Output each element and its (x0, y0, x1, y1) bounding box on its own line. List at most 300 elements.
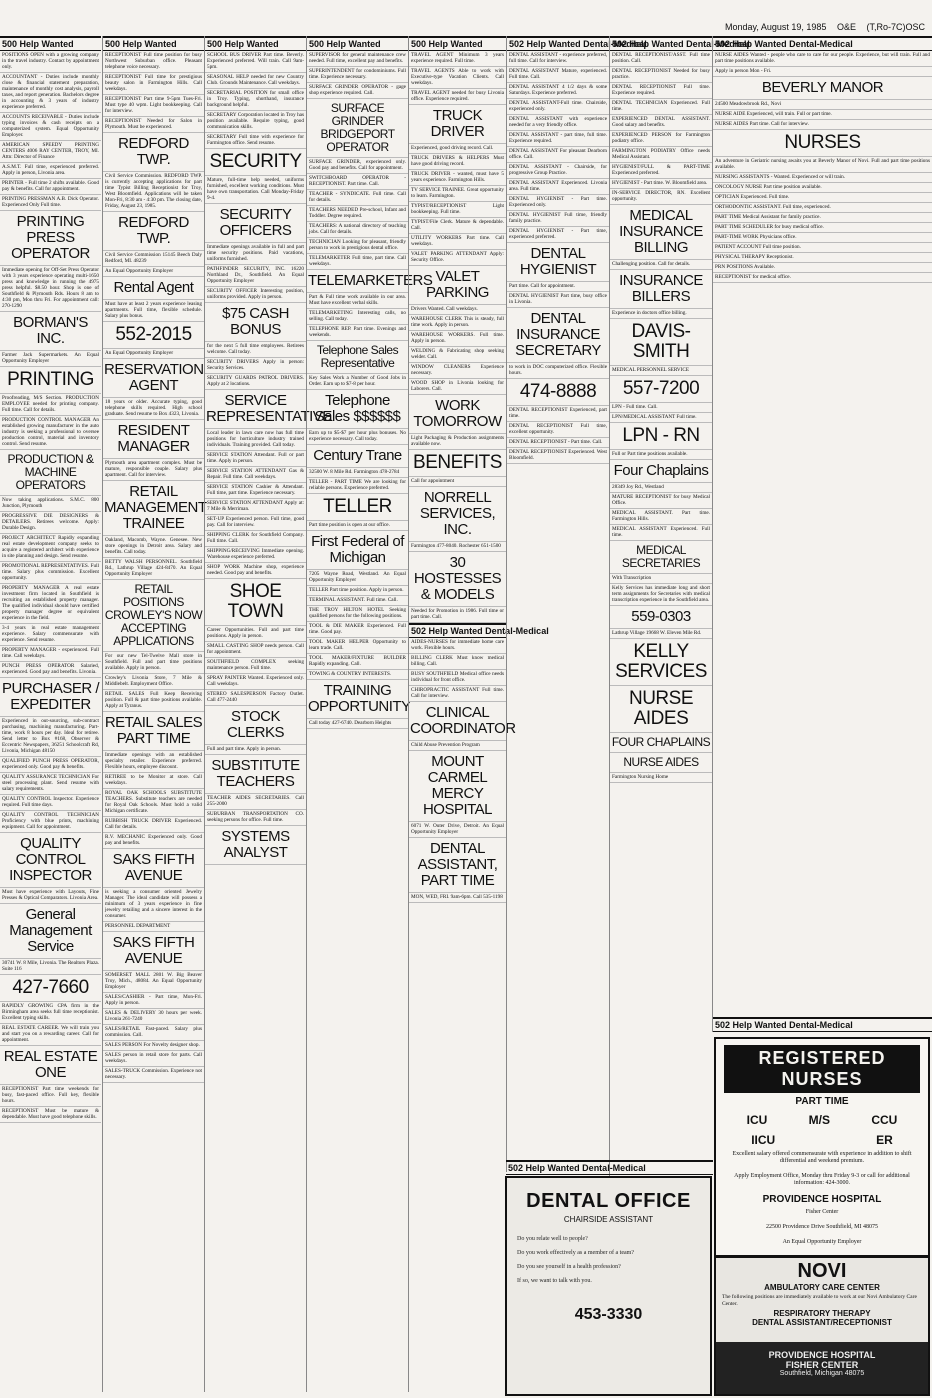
classified-ad: ACCOUNTS RECEIVABLE - Duties include typing invoices & cash receipts on a computerized system. Equal Opportunity Employer. (0, 113, 101, 141)
classified-ad: NURSE AIDE Experienced, will train. Full or part time. (713, 110, 932, 120)
display-ad-headline: RESIDENT MANAGER (103, 420, 204, 459)
classified-ad: SALES/CASHIER - Part time, Mon-Fri. Apply in person. (103, 993, 204, 1009)
classified-ad: DENTAL ASSISTANT Experienced. Livonia area. Full time. (507, 179, 609, 195)
classified-ad: RECEPTIONIST Must be mature & dependable. Must have good telephone skills. (0, 1107, 101, 1123)
classified-ad: STEREO SALESPERSON Factory Outlet. Call 477-2440 (205, 690, 306, 706)
classified-ad: SHOP WORK Machine shop, experience needed. Good pay and benefits. (205, 563, 306, 579)
display-ad-headline: NURSE AIDES (610, 686, 712, 733)
novi-footer-address: Southfield, Michigan 48075 (779, 1370, 865, 1377)
display-ad-headline: CLINICAL COORDINATOR (409, 702, 506, 741)
masthead-section: O&E (836, 22, 856, 32)
classified-ad: IN-SERVICE DIRECTOR, RN. Excellent opportunity. (610, 189, 712, 205)
classified-ad: SECURITY OFFICER Interesting position, uniforms provided. Apply in person. (205, 287, 306, 303)
display-ad-headline: PRINTING PRESS OPERATOR (0, 211, 101, 266)
classified-ad: Farmer Jack Supermarkets. An Equal Opportunity Employer (0, 351, 101, 367)
classified-ad: Crowley's Livonia Store, 7 Mile & Middlebelt. Employment Office. (103, 674, 204, 690)
classified-ad: AMERICAN SPEEDY PRINTING CENTERS 4006 RAY CENTER, TROY, MI. Attn: Director of Finance (0, 141, 101, 163)
rn-address: 22500 Providence Drive Southfield, MI 48075 (766, 1224, 878, 1230)
classified-ad: 6071 W. Outer Drive, Detroit. An Equal Opportunity Employer (409, 822, 506, 838)
classified-ad: For our new Tel-Twelve Mall store in Southfield. Full and part time positions available. Apply in person. (103, 652, 204, 674)
classified-ad: OPTICIAN Experienced. Full time. (713, 193, 932, 203)
classified-ad: SECRETARY Full time with experience for Farmington office. Send resume. (205, 133, 306, 149)
classified-ad: NURSE AIDES Wanted - people who care to care for our people. Experience, but will train. Full and part time positions available. (713, 51, 932, 67)
column-heading: 500 Help Wanted (409, 36, 506, 51)
classified-ad: LPN/MEDICAL ASSISTANT Full time. (610, 413, 712, 423)
classified-ad: TELEMARKETER Full time, part time. Call weekdays. (307, 254, 408, 270)
classified-ad: Light Packaging & Production assignments available now. (409, 434, 506, 450)
rn-hospital: PROVIDENCE HOSPITAL (762, 1194, 882, 1205)
classified-ad: Full and part time. Apply in person. (205, 745, 306, 755)
classified-ad: Plymouth area apartment complex. Must be mature, responsible couple. Salary plus apartment. Call for interview. (103, 459, 204, 481)
classified-ad: PRN POSITIONS Available. (713, 263, 932, 273)
classified-ad: SALES/RETAIL Fast-paced. Salary plus commission. Call. (103, 1025, 204, 1041)
classified-ad: Mature, full-time help needed, uniforms furnished, excellent working conditions. Must have own transportation. Call Monday-Friday 9-4. (205, 176, 306, 204)
classified-ad: SEASONAL HELP needed for new Country Club. Grounds Maintenance. Call weekdays. (205, 73, 306, 89)
dental-question: Do you see yourself in a health profession? (517, 1264, 621, 1270)
classified-ad: Oakland, Macomb, Wayne. Genesee. New store openings in Detroit area. Salary and benefits. Call today. (103, 536, 204, 558)
classified-ad: DENTAL ASSISTANT - Chairside, for progressive Group Practice. (507, 163, 609, 179)
classified-ad: WELDING & Fabricating shop seeking welder. Call. (409, 347, 506, 363)
classified-ad: TRUCK DRIVER - wanted, must have 5 years experience. Farmington Hills. (409, 170, 506, 186)
classified-ad: SCHOOL BUS DRIVER Part time. Beverly. Experienced preferred. Will train. Call 9am-5pm. (205, 51, 306, 73)
classified-ad: TELEPHONE REP. Part time. Evenings and weekends. (307, 325, 408, 341)
classified-ad: SHIPPING/RECEIVING Immediate opening. Warehouse experience preferred. (205, 547, 306, 563)
classified-ad: Kelly Services has immediate long and short term assignments for Secretaries with medical transcription experience in the Southfield area. (610, 584, 712, 606)
classified-ad: QUALITY CONTROL TECHNICIAN Proficiency with blue prints, machining equipment. Call for appointment. (0, 811, 101, 833)
novi-footer-hospital: PROVIDENCE HOSPITAL (768, 1350, 876, 1360)
classified-ad: BUSY SOUTHFIELD Medical office needs individual for front office. (409, 670, 506, 686)
classified-ad: LPN - Full time. Call. (610, 403, 712, 413)
dental-office-title: DENTAL OFFICE (526, 1190, 691, 1212)
display-ad-headline: INSURANCE BILLERS (610, 270, 712, 309)
classified-ad: 3-4 years in real estate management experience. Salary commensurate with experience. Send resume. (0, 624, 101, 646)
classified-ad: RAPIDLY GROWING CPA firm in the Birmingham area seeks full time receptionist. Excellent typing skills. (0, 1002, 101, 1024)
classified-ad: WOOD SHOP in Livonia looking for Laborers. Call. (409, 379, 506, 395)
classified-ad: Lathrup Village 19668 W. Eleven Mile Rd. (610, 629, 712, 639)
classified-ad: DENTAL ASSISTANT with experience needed for a very friendly office. (507, 115, 609, 131)
novi-text: The following positions are immediately available to work at our Novi Ambulatory Care Center. (722, 1294, 917, 1307)
display-ad-headline: WORK TOMORROW (409, 395, 506, 434)
classified-ad: Farmington Nursing Home (610, 773, 712, 783)
classified-ad: SERVICE STATION ATTENDANT Apply at: 7 Mile & Merriman. (205, 499, 306, 515)
classified-ad: TOOL & DIE MAKER Experienced. Full time. Good pay. (307, 622, 408, 638)
display-ad-headline: QUALITY CONTROL INSPECTOR (0, 833, 101, 888)
column-heading: 500 Help Wanted (0, 36, 101, 51)
masthead-date: Monday, August 19, 1985 (725, 22, 827, 32)
classified-ad: PROPERTY MANAGER A real estate investment firm located in Southfield is recruiting an established property manager. The qualified individual should have certified property manager degree or equivalent experience in the field. (0, 584, 101, 624)
dental-question: Do you relate well to people? (517, 1236, 588, 1242)
classified-ad: RETIREE to be Monitor at store. Call weekdays. (103, 773, 204, 789)
classified-ad: SECRETARIAL POSITION for small office in Troy. Typing, shorthand, insurance background helpful. (205, 89, 306, 111)
classified-ad: SWITCHBOARD OPERATOR - RECEPTIONIST. Part time. Call. (307, 174, 408, 190)
classified-ad: SALES-TRUCK Commission. Experience not necessary. (103, 1067, 204, 1083)
classified-ad: Challenging position. Call for details. (610, 260, 712, 270)
classified-column (102, 36, 207, 1392)
classified-column (306, 36, 433, 1392)
classified-ad: HYGIENIST/FULL & PART-TIME Experienced preferred. (610, 163, 712, 179)
classified-ad: SMALL CASTING SHOP needs person. Call for appointment. (205, 642, 306, 658)
classified-ad: MEDICAL PERSONNEL SERVICE (610, 366, 712, 376)
display-ad-headline: DENTAL INSURANCE SECRETARY (507, 308, 609, 363)
classified-ad: TEACHERS: A national directory of teaching jobs. Call for details. (307, 222, 408, 238)
classified-ad: Immediate opening for Off-Set Press Operator with 3 years experience operating multi-1650 press and knowledge in running the 4975 press helpful. $8.50 hour. Shop is one of Southfield & Plymouth Rds. Hours 8 am to 4:30 pm, Mon thru Fri. For appointment call: 270-1290 (0, 266, 101, 312)
classified-ad: FARMINGTON PODIATRY Office needs Medical Assistant. (610, 147, 712, 163)
classified-ad: SUBURBAN TRANSPORTATION CO. seeking persons for office. Full time. (205, 810, 306, 826)
classified-column (712, 36, 932, 1032)
display-ad-headline: TELLER (307, 494, 408, 521)
classified-ad: DENTAL RECEPTIONIST Needed for busy practice. (610, 67, 712, 83)
display-ad-headline: Century Trane (307, 445, 408, 468)
rn-units-row (726, 1113, 918, 1127)
classified-ad: DENTAL ASSISTANT - experience preferred, full time. Call for interview. (507, 51, 609, 67)
classified-ad: MATURE RECEPTIONIST for busy Medical Office. (610, 493, 712, 509)
classified-ad: TOOL MAKER/FIXTURE BUILDER Rapidly expanding. Call. (307, 654, 408, 670)
classified-ad: RECEPTIONIST Part time 9-5pm Tues-Fri. Must type 40 wpm. Light bookkeeping. Call for interview. (103, 95, 204, 117)
classified-ad: VALET PARKING ATTENDANT Apply: Security Office. (409, 250, 506, 266)
display-ad-headline: NURSE AIDES (610, 753, 712, 773)
display-ad-headline: BENEFITS (409, 450, 506, 477)
display-ad-headline: 427-7660 (0, 975, 101, 1002)
classified-ad: THE TROY HILTON HOTEL Seeking qualified persons for the following positions. (307, 606, 408, 622)
display-ad-headline: 559-0303 (610, 606, 712, 629)
classified-ad: DENTAL RECEPTIONIST/ASST. Full time position. Call. (610, 51, 712, 67)
column-heading: 500 Help Wanted (307, 36, 408, 51)
classified-ad: PERSONNEL DEPARTMENT (103, 922, 204, 932)
classified-ad: 7205 Wayne Road, Westland. An Equal Opportunity Employer (307, 570, 408, 586)
rn-apply: Apply Employment Office, Monday thru Friday 9-3 or call for additional information: 424-3000. (734, 1173, 910, 1186)
classified-ad: TELEMARKETING Interesting calls, no selling. Call today. (307, 309, 408, 325)
classified-ad: MEDICAL ASSISTANT. Part time. Farmington Hills. (610, 509, 712, 525)
display-ad-headline: DENTAL ASSISTANT, PART TIME (409, 838, 506, 893)
classified-ad: Farmington 477-8040. Rochester 651-1500 (409, 542, 506, 552)
classified-ad: TRUCK DRIVERS & HELPERS Must have good driving record. (409, 154, 506, 170)
display-ad-headline: First Federal of Michigan (307, 531, 408, 570)
classified-ad: PATIENT ACCOUNT Full time position. (713, 243, 932, 253)
classified-ad: PRINTER - Full time 2 shifts available. Good pay & benefits. Call for appointment. (0, 179, 101, 195)
classified-ad: Child Abuse Prevention Program (409, 741, 506, 751)
classified-ad: 30741 W. 8 Mile, Livonia. The Realtors Plaza. Suite 116 (0, 959, 101, 975)
classified-ad: DENTAL TECHNICIAN Experienced. Full time. (610, 99, 712, 115)
section-heading: 502 Help Wanted Dental-Medical (409, 623, 506, 638)
classified-ad: EXPERIENCED DENTAL ASSISTANT. Good salary and benefits. (610, 115, 712, 131)
classified-ad: UTILITY WORKERS Part time. Call weekdays. (409, 234, 506, 250)
classified-ad: TELLER Part time position. Apply in person. (307, 586, 408, 596)
novi-subtitle: AMBULATORY CARE CENTER (764, 1283, 880, 1292)
classified-ad: PART TIME SCHEDULER for busy medical office. (713, 223, 932, 233)
masthead (500, 22, 925, 34)
display-ad-headline: SAKS FIFTH AVENUE (103, 849, 204, 888)
classified-ad: DENTAL RECEPTIONIST Experienced, part time. (507, 406, 609, 422)
column-heading: 502 Help Wanted Dental-Medical (610, 36, 712, 51)
display-ad-headline: General Management Service (0, 904, 101, 959)
masthead-code: (T,Ro-7C)OSC (866, 22, 925, 32)
classified-ad: 28349 Joy Rd., Westland (610, 483, 712, 493)
classified-ad: NURSING ASSISTANTS - Wanted. Experienced or will train. (713, 173, 932, 183)
display-ad-headline: RETAIL MANAGEMENT TRAINEE (103, 481, 204, 536)
classified-ad: Needed for Promotion in 1986. Full time or part time. Call. (409, 607, 506, 623)
classified-ad: ONCOLOGY NURSE Part time position available. (713, 183, 932, 193)
display-ad-headline: SERVICE REPRESENTATIVE (205, 390, 306, 429)
classified-ad: 24500 Meadowbrook Rd., Novi (713, 100, 932, 110)
classified-ad: BILLING CLERK Must know medical billing. Call. (409, 654, 506, 670)
classified-ad: PART TIME Medical Assistant for family practice. (713, 213, 932, 223)
classified-ad: AIDES-NURSES for immediate home care work. Flexible hours. (409, 638, 506, 654)
classified-ad: Experience in doctors office billing. (610, 309, 712, 319)
novi-footer (716, 1342, 928, 1394)
classified-ad: DENTAL ASSISTANT-Full time. Chairside, experienced only. (507, 99, 609, 115)
rn-unit: ICU (746, 1113, 768, 1127)
classified-ad: Call for appointment (409, 477, 506, 487)
display-ad-headline: NURSES (713, 130, 932, 157)
display-ad-headline: MOUNT CARMEL MERCY HOSPITAL (409, 751, 506, 822)
classified-ad: RECEPTIONIST Needed for Salon in Plymouth. Must be experienced. (103, 117, 204, 133)
classified-ad: TERMINAL ASSISTANT. Full time. Call. (307, 596, 408, 606)
display-ad-headline: KELLY SERVICES (610, 639, 712, 686)
classified-ad: Civil Service Commission 15145 Beech Daly Redford, MI. 48239 (103, 251, 204, 267)
classified-ad: SURFACE GRINDER OPERATOR - gage shop experience required. Call. (307, 83, 408, 99)
novi-care-center-ad (714, 1256, 930, 1396)
classified-ad: DENTAL RECEPTIONIST Full time, excellent opportunity. (507, 422, 609, 438)
display-ad-headline: 30 HOSTESSES & MODELS (409, 552, 506, 607)
column-heading: 500 Help Wanted (205, 36, 306, 51)
display-ad-headline: 552-2015 (103, 322, 204, 349)
display-ad-headline: SECURITY OFFICERS (205, 204, 306, 243)
classified-ad: DENTAL HYGIENIST Full time, friendly family practice. (507, 211, 609, 227)
classified-ad: DENTAL ASSISTANT 4 1/2 days & some Saturdays. Experience preferred. (507, 83, 609, 99)
column-heading: 502 Help Wanted Dental-Medical (713, 36, 932, 51)
dental-office-phone: 453-3330 (574, 1306, 643, 1323)
dental-office-subtitle: CHAIRSIDE ASSISTANT (563, 1215, 654, 1224)
dental-question: If so, we want to talk with you. (517, 1278, 592, 1284)
rn-unit: CCU (871, 1113, 898, 1127)
classified-ad: SALES person in retail store for parts. Call weekdays. (103, 1051, 204, 1067)
classified-ad: RUBBISH TRUCK DRIVER Experienced. Call for details. (103, 817, 204, 833)
classified-ad: DENTAL HYGIENIST - Part time, experienced preferred. (507, 227, 609, 243)
classified-ad: DENTAL RECEPTIONIST Experienced. West Bloomfield. (507, 448, 609, 464)
classified-ad: REAL ESTATE CAREER. We will train you and start you on a rewarding career. Call for appointment. (0, 1024, 101, 1046)
classified-ad: Experienced, good driving record. Call. (409, 144, 506, 154)
classified-column (0, 36, 101, 1392)
classified-ad: TOOL MAKER HELPER Opportunity to learn trade. Call. (307, 638, 408, 654)
classified-ad: Key Sales Work a Number of Good Jobs in Order. Earn up to $7-8 per hour. (307, 374, 408, 390)
display-ad-headline: SAKS FIFTH AVENUE (103, 932, 204, 971)
display-ad-headline: SUBSTITUTE TEACHERS (205, 755, 306, 794)
classified-ad: SECURITY DRIVERS Apply in person: Security Services. (205, 358, 306, 374)
classified-ad: NURSE AIDES Part time. Call for interview. (713, 120, 932, 130)
classified-ad: Must have experience with Layouts, Fine Presses & Optical Comparators. Livonia Area. (0, 888, 101, 904)
classified-ad: Now taking applications. S.M.C. 800 Junction, Plymouth (0, 496, 101, 512)
classified-ad: Experienced in out-sourcing, sub-contract purchasing, machining manufacturing. Part-time, work 8 hours per day. Ideal for retiree. Send letter to Box #168, Observer & Eccentric Newspapers, 36251 Schoolcraft Rd, Livonia, Michigan 48150 (0, 717, 101, 757)
classified-ad: Call today 427-6740. Dearborn Heights (307, 719, 408, 729)
display-ad-headline: Telephone Sales $$$$$$ (307, 390, 408, 429)
classified-ad: PUNCH PRESS OPERATOR Salaried, experienced. Good pay and benefits. Livonia. (0, 662, 101, 678)
classified-ad: TRAVEL AGENT Minimum 3 years experience required. Full time. (409, 51, 506, 67)
classified-ad: MEDICAL ASSISTANT Experienced. Full time. (610, 525, 712, 541)
classified-ad: Immediate openings available in full and part time security positions. Paid vacations, uniforms furnished. (205, 243, 306, 265)
novi-position: DENTAL ASSISTANT/RECEPTIONIST (752, 1318, 892, 1327)
classified-ad: Immediate openings with an established specialty retailer. Experience preferred. Flexible hours, employee discount. (103, 751, 204, 773)
classified-ad: 32500 W. 8 Mile Rd. Farmington 478-2784 (307, 468, 408, 478)
display-ad-headline: TELEMARKETERS (307, 270, 408, 293)
classified-ad: MON, WED, FRI. 9am-6pm. Call 535-1198 (409, 893, 506, 903)
classified-ad: BETTY WALSH PERSONNEL. Southfield Rd., Lathrup Village 424-8470. An Equal Opportunity Employer (103, 558, 204, 580)
classified-ad: SECURITY GUARDS PATROL DRIVERS. Apply at 2 locations. (205, 374, 306, 390)
rn-units-row (726, 1133, 918, 1147)
classified-ad: Earn up to $5-$7 per hour plus bonuses. No experience necessary. Call today. (307, 429, 408, 445)
novi-title: NOVI (797, 1260, 847, 1282)
classified-ad: PRODUCTION CONTROL MANAGER An established growing manufacturer in the auto industry is seeking a professional to oversee production control, material and inventory control. Send resume. (0, 416, 101, 450)
classified-ad: A.S.M.T. Full time, experienced preferred. Apply in person, Livonia area. (0, 163, 101, 179)
display-ad-headline: SURFACE GRINDER BRIDGEPORT OPERATOR (307, 99, 408, 158)
section-heading: 502 Help Wanted Dental-Medical (506, 1160, 713, 1175)
display-ad-headline: PRODUCTION & MACHINE OPERATORS (0, 450, 101, 496)
classified-ad: SALES & DELIVERY 30 hours per week. Livonia 261-7240 (103, 1009, 204, 1025)
classified-ad: PRINTING PRESSMAN A.B. Dick Operator. Experienced Only Full time. (0, 195, 101, 211)
classified-ad: DENTAL HYGIENIST Part time, busy office in Livonia. (507, 292, 609, 308)
display-ad-headline: RETAIL SALES PART TIME (103, 712, 204, 751)
classified-ad: An adventure in Geriatric nursing awaits you at Beverly Manor of Novi. Full and part time positions available. (713, 157, 932, 173)
classified-ad: With Transcription (610, 574, 712, 584)
column-heading: 500 Help Wanted (103, 36, 204, 51)
classified-ad: DENTAL ASSISTANT For pleasant Dearborn office. Call. (507, 147, 609, 163)
column-heading: 502 Help Wanted Dental-Medical (507, 36, 609, 51)
classified-ad: PATHFINDER SECURITY, INC. 16220 Northland Dr., Southfield. An Equal Opportunity Employer (205, 265, 306, 287)
classified-ad: PART-TIME WORK Physicians office. (713, 233, 932, 243)
classified-ad: SERVICE STATION Attendant. Full or part time. Apply in person. (205, 451, 306, 467)
classified-ad: DENTAL ASSISTANT - part time, full time. Experience required. (507, 131, 609, 147)
display-ad-headline: 474-8888 (507, 379, 609, 406)
rn-banner: REGISTERED NURSES (724, 1045, 920, 1093)
rn-unit: M/S (808, 1113, 830, 1127)
display-ad-headline: TRUCK DRIVER (409, 105, 506, 144)
classified-ad: SPRAY PAINTER Wanted. Experienced only. Call weekdays. (205, 674, 306, 690)
classified-ad: PROGRESSIVE DIE DESIGNERS & DETAILERS. Retirees welcome. Apply: Durable Design. (0, 512, 101, 534)
classified-ad: ACCOUNTANT - Duties include monthly close & financial statement preparation, maintenance of monthly cost analysis, payroll taxes, and report generation. Bachelors degree in accounting & 3 years of industry experience preferred. (0, 73, 101, 113)
classified-ad: DENTAL RECEPTIONIST - Part time. Call. (507, 438, 609, 448)
classified-ad: Must have at least 2 years experience leasing apartments. Full time, flexible schedule. Salary plus bonus. (103, 300, 204, 322)
dental-question: Do you work effectively as a member of a team? (517, 1250, 635, 1256)
classified-ad: TEACHER - SYNDICATE. Full time. Call for details. (307, 190, 408, 206)
classified-ad: TRAVEL AGENT needed for busy Livonia office. Experience required. (409, 89, 506, 105)
classified-ad: SERVICE STATION ATTENDANT Gas & Repair. Full time. Call weekdays. (205, 467, 306, 483)
classified-ad: TELLER - PART TIME We are looking for reliable persons. Experience preferred. (307, 478, 408, 494)
display-ad-headline: LPN - RN (610, 423, 712, 450)
classified-ad: Part & Full time work available in our area. Must have excellent verbal skills. (307, 293, 408, 309)
classified-ad: Civil Service Commission. REDFORD TWP. is currently accepting applications for part time Typist Billing Receptionist for Troy, West Bloomfield. Applications will be taken Mon-Fri, 8:30 am - 4:30 pm. The closing date, Friday, August 23, 1985. (103, 172, 204, 212)
classified-ad: ROYAL OAK SCHOOLS SUBSTITUTE TEACHERS. Substitute teachers are needed for Royal Oak Schools. Must hold a valid Michigan certificate. (103, 789, 204, 817)
classified-ad: SUPERINTENDENT for condominiums. Full time. Experience necessary. (307, 67, 408, 83)
classified-ad: ORTHODONTIC ASSISTANT. Full time, experienced. (713, 203, 932, 213)
rn-text: Excellent salary offered commensurate with experience in addition to shift differential and weekend premium. (732, 1151, 912, 1164)
classified-column (204, 36, 332, 1392)
classified-ad: POSITIONS OPEN with a growing company in the travel industry. Contact by appointment only. (0, 51, 101, 73)
classified-ad: Part time position is open at our office. (307, 521, 408, 531)
classified-ad: Part time. Call for appointment. (507, 282, 609, 292)
classified-ad: RECEPTIONIST Full time position for busy Northwest Suburban office. Pleasant telephone voice necessary. (103, 51, 204, 73)
classified-ad: An Equal Opportunity Employer (103, 267, 204, 277)
display-ad-headline: 557-7200 (610, 376, 712, 403)
display-ad-headline: SECURITY (205, 149, 306, 176)
display-ad-headline: RESERVATION AGENT (103, 359, 204, 398)
dental-office-ad (505, 1176, 712, 1396)
classified-ad: SHIPPING CLERK for Southfield Company. Full time. Call. (205, 531, 306, 547)
classified-ad: PROMOTIONAL REPRESENTATIVES. Full time. Salary plus commission. Excellent opportunity. (0, 562, 101, 584)
classified-ad: SALES PERSON For Novelty designer shop. (103, 1041, 204, 1051)
classified-ad: TEACHER AIDES SECRETARIES. Call 255-2000 (205, 794, 306, 810)
classified-ad: SUPERVISOR for general maintenance crew needed. Full time, excellent pay and benefits. (307, 51, 408, 67)
display-ad-headline: MEDICAL SECRETARIES (610, 541, 712, 574)
classified-ad: CHIROPRACTIC ASSISTANT Full time. Call for interview. (409, 686, 506, 702)
classified-ad: SOUTHFIELD COMPLEX seeking maintenance person. Full time. (205, 658, 306, 674)
display-ad-headline: REDFORD TWP. (103, 133, 204, 172)
display-ad-headline: REAL ESTATE ONE (0, 1046, 101, 1085)
classified-ad: DENTAL ASSISTANT Mature, experienced. Full time. Call. (507, 67, 609, 83)
classified-ad: Proofreading, M/S Section. PRODUCTION EMPLOYEE needed for printing company. Full time. Call for details. (0, 394, 101, 416)
display-ad-headline: PRINTING (0, 367, 101, 394)
display-ad-headline: BORMAN'S INC. (0, 312, 101, 351)
classified-ad: TYPIST/File Clerk. Mature & dependable. Call. (409, 218, 506, 234)
display-ad-headline: PURCHASER / EXPEDITER (0, 678, 101, 717)
classified-ad: DENTAL HYGIENIST - Part time. Experienced only. (507, 195, 609, 211)
classified-ad: EXPERIENCED PERSON for Farmington podiatry office. (610, 131, 712, 147)
classified-ad: PROPERTY MANAGER - experienced. Full time. Call weekdays. (0, 646, 101, 662)
display-ad-headline: Rental Agent (103, 277, 204, 300)
classified-ad: QUALITY CONTROL Inspector. Experience required. Full time days. (0, 795, 101, 811)
rn-eoe: An Equal Opportunity Employer (782, 1239, 862, 1245)
display-ad-headline: SYSTEMS ANALYST (205, 826, 306, 865)
classified-ad: PROJECT ARCHITECT Rapidly expanding real estate development company seeks to acquire a registered architect with experience in site planning and design. Send resume. (0, 534, 101, 562)
classified-ad: RETAIL SALES Full Keep Receiving position. Full & part time positions available. Apply at Tyranus. (103, 690, 204, 712)
rn-subtitle: PART TIME (795, 1096, 849, 1107)
classified-ad: RECEPTIONIST Full time for prestigious beauty salon in Farmington Hills. Call weekdays. (103, 73, 204, 95)
classified-ad: for the next 5 full time employees. Retirees welcome. Call today. (205, 342, 306, 358)
display-ad-headline: VALET PARKING (409, 266, 506, 305)
classified-ad: SET-UP Experienced person. Full time, good pay. Call for interview. (205, 515, 306, 531)
classified-ad: Apply in person Mon - Fri. (713, 67, 932, 77)
classified-ad: TEACHERS NEEDED Pre-school, Infant and Toddler. Degree required. (307, 206, 408, 222)
display-ad-headline: DAVIS-SMITH (610, 319, 712, 366)
display-ad-headline: Four Chaplains (610, 460, 712, 483)
novi-position: RESPIRATORY THERAPY (773, 1309, 871, 1318)
classified-ad: R.V. MECHANIC Experienced only. Good pay and benefits. (103, 833, 204, 849)
classified-ad: TRAVEL AGENTS Able to work with Executive-type Vacation Clients. Call weekdays. (409, 67, 506, 89)
classified-ad: RECEPTIONIST Part time weekends for busy, fast-paced office. Full key, flexible hours. (0, 1085, 101, 1107)
display-ad-headline: STOCK CLERKS (205, 706, 306, 745)
classified-ad: SERVICE STATION Cashier & Attendant. Full time, part time. Experience necessary. (205, 483, 306, 499)
classified-ad: TV SERVICE TRAINEE. Great opportunity to learn. Farmington. (409, 186, 506, 202)
classified-ad: QUALIFIED PUNCH PRESS OPERATOR, experienced only. Good pay & benefits. (0, 757, 101, 773)
classified-ad: Local leader in lawn care now has full time positions for horticulture industry trained individuals. Training provided. Call today. (205, 429, 306, 451)
registered-nurses-ad (714, 1037, 930, 1257)
display-ad-headline: RETAIL POSITIONS CROWLEY'S NOW ACCEPTING APPLICATIONS (103, 580, 204, 652)
classified-ad: SOMERSET MALL 2801 W. Big Beaver Troy, Mich., 48084. An Equal Opportunity Employer (103, 971, 204, 993)
classified-ad: An Equal Opportunity Employer (103, 349, 204, 359)
classified-ad: WAREHOUSE WORKERS. Full time. Apply in person. (409, 331, 506, 347)
classified-ad: WINDOW CLEANERS Experience necessary. (409, 363, 506, 379)
classified-ad: is seeking a consumer oriented Jewelry Manager. The ideal candidate will possess a minimum of 3 years experience in fine jewelry retailing and a sincere interest in the consumer. (103, 888, 204, 922)
display-ad-headline: REDFORD TWP. (103, 212, 204, 251)
display-ad-headline: $75 CASH BONUS (205, 303, 306, 342)
classified-ad: TYPIST/RECEPTIONIST Light bookkeeping. Full time. (409, 202, 506, 218)
rn-unit: ER (876, 1133, 893, 1147)
classified-ad: Drivers Wanted. Call weekdays. (409, 305, 506, 315)
classified-ad: WAREHOUSE CLERK This is steady, full time work. Apply in person. (409, 315, 506, 331)
display-ad-headline: SHOE TOWN (205, 579, 306, 626)
rn-unit: IICU (751, 1133, 776, 1147)
display-ad-headline: FOUR CHAPLAINS (610, 733, 712, 753)
rn-hospital-sub: Fisher Center (805, 1209, 839, 1215)
classified-ad: PHYSICAL THERAPY Receptionist. (713, 253, 932, 263)
